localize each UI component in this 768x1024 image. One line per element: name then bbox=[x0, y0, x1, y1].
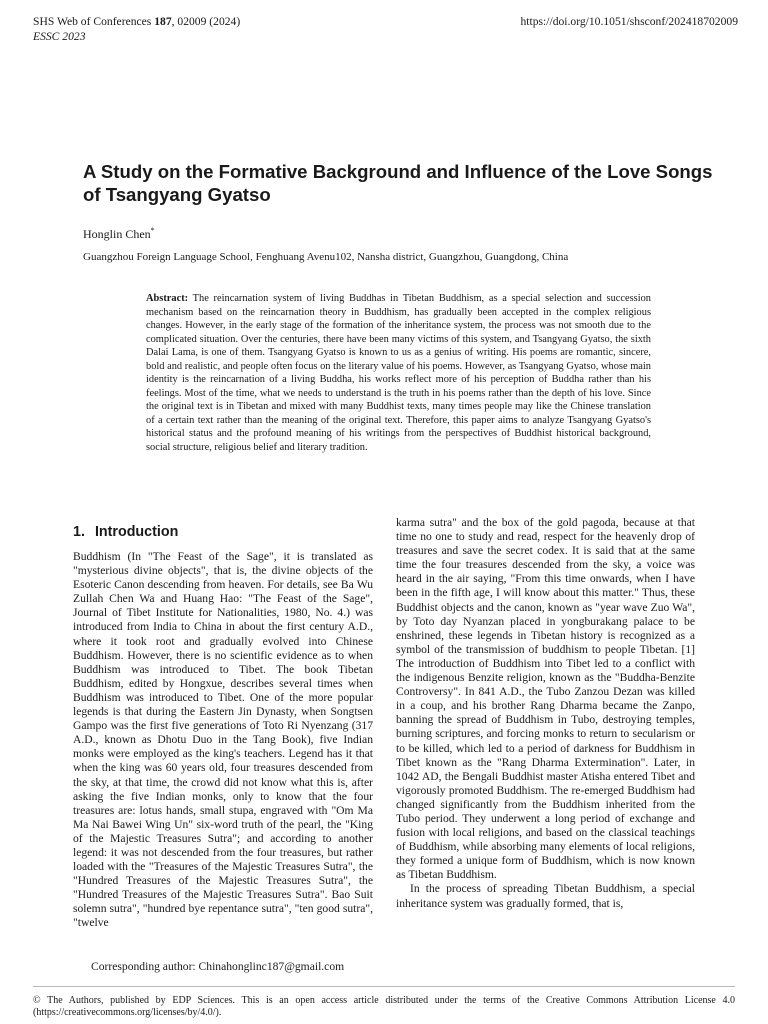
author-line bbox=[83, 226, 155, 242]
body-column-left bbox=[73, 550, 373, 931]
section-heading bbox=[73, 524, 178, 540]
author-name: Honglin Chen bbox=[83, 227, 151, 241]
paper-title: A Study on the Formative Background and Influence of the Love Songs of Tsangyang Gyatso bbox=[83, 161, 713, 205]
abstract-text: The reincarnation system of living Buddhas in Tibetan Buddhism, as a special selection and succession mechanism based on the reincarnation theory in Buddhism, has gradually been accepted in the complex religious changes. However, in the early stage of the formation of the inheritance system, the process was not smooth due to the complicated situation. Over the centuries, there have been many victims of this system, and Tsangyang Gyatso, the sixth Dalai Lama, is one of them. Tsangyang Gyatso is known to us as a genius of writing. His poems are romantic, sincere, bold and realistic, and people often focus on the literary value of his poems. However, as Tsangyang Gyatso, whose main identity is the reincarnation of a living Buddha, his works reflect more of his perception of Buddha rather than his feelings. Most of the time, what we needs to understand is the truth in his poems rather than the depth of his love. Since the original text is in Tibetan and mixed with many Buddhist texts, many times people may like the Chinese translation of a certain text rather than the meaning of the original text. Therefore, this paper aims to analyze Tsangyang Gyatso's historical status and the profound meaning of his writings from the perspectives of Buddhist historical background, social structure, religious belief and literary tradition. bbox=[146, 293, 651, 453]
doi-link[interactable]: https://doi.org/10.1051/shsconf/202418702009 bbox=[520, 15, 738, 28]
corresponding-mark: * bbox=[150, 226, 155, 235]
section-number: 1. bbox=[73, 524, 85, 540]
body-paragraph: Buddhism (In "The Feast of the Sage", it is translated as "mysterious divine objects", that is, the divine objects of the Esoteric Canon descending from heaven. For details, see Ba Wu Zullah Chen Wa and Huang Hao: "The Feast of the Sage", Journal of Tibet Institute for Nationalities, 1980, No. 4.) was introduced from India to China in about the first century A.D., where it took root and gradually evolved into Chinese Buddhism. However, there is no scientific evidence as to when Buddhism was introduced to Tibet. The book Tibetan Buddhism, edited by Hongxue, describes several times when Buddhism was introduced to Tibet. One of the more popular legends is that during the Eastern Jin Dynasty, when Songtsen Gampo was the first five generations of Toto Ri Nyenzang (317 A.D., known as Dhotu Duo in the Tang Book), five Indian monks were employed as the king's teachers. Legend has it that when the king was 60 years old, four treasures descended from the sky, at that time, the crowd did not know what this is, after asking the five Indian monks, only to know that the four treasures are: lotus hands, small stupa, engraved with "Om Ma Ma Nai Bawei Wing Un" six-word truth of the pearl, the "King of the Majestic Treasures Sutra"; and according to another legend: it was not descended from the four treasures, but rather loaded with the "Treasures of the Majestic Treasures Sutra", the "Hundred Treasures of the Majestic Treasures Sutra", the "Hundred Treasures of the Majestic Treasures Sutra". Bao Suit solemn sutra", "hundred bye repentance sutra", "ten good sutra", "twelve bbox=[73, 550, 373, 930]
section-title: Introduction bbox=[94, 524, 179, 540]
license-footer: © The Authors, published by EDP Sciences. This is an open access article distributed under the terms of the Creative Commons Attribution License 4.0 (https://creativecommons.org/licenses/by/4.0/). bbox=[33, 995, 735, 1018]
body-paragraph: In the process of spreading Tibetan Buddhism, a special inheritance system was gradually formed, that is, bbox=[396, 882, 695, 910]
author-affiliation: Guangzhou Foreign Language School, Fenghuang Avenu102, Nansha district, Guangzhou, Guangdong, China bbox=[83, 251, 569, 263]
body-paragraph: karma sutra" and the box of the gold pagoda, because at that time no one to study and read, respect for the heavenly drop of treasures and save the secret codex. It is said that at the same time the four treasures descended from the sky, a voice was heard in the air saying, "From this time onwards, when I have been in the fifth age, I will know about this matter." Thus, these Buddhist objects and the canon, known as "year wave Zuo Wa", by Toto day Nyanzan placed in yongburakang palace to be enshrined, these legends in Tibetan history is recognized as a symbol of the transmission of buddhism to people Tibetan. [1] The introduction of Buddhism into Tibet led to a conflict with the indigenous Benzite religion, known as the "Buddha-Benzite Controversy". In 841 A.D., the Tubo Zanzou Dezan was killed in a coup, and his brother Rang Dharma became the Zanpo, banning the spread of Buddhism in Tubo, destroying temples, burning scriptures, and forcing monks to return to secularism or to be killed, which led to a period of darkness for Buddhism in Tibet known as the "Rang Dharma Extermination". Later, in 1042 AD, the Bengali Buddhist master Atisha entered Tibet and vigorously promoted Buddhism. The re-emerged Buddhism had changed significantly from the Buddhism inherited from the Tubo period. They underwent a long period of exchange and fusion with local religions, and based on the classical teachings of Buddhism, while absorbing many elements of local religions, they formed a unique form of Buddhism, which is now known as Tibetan Buddhism. bbox=[396, 516, 695, 882]
running-header bbox=[33, 14, 240, 44]
corresponding-author-note: Corresponding author: Chinahonglinc187@gmail.com bbox=[91, 960, 345, 973]
conference-short-name: ESSC 2023 bbox=[33, 30, 86, 43]
footer-divider bbox=[33, 986, 735, 987]
abstract bbox=[146, 292, 651, 454]
abstract-label: Abstract: bbox=[146, 293, 189, 304]
conference-citation: SHS Web of Conferences 187, 02009 (2024) bbox=[33, 15, 241, 28]
body-column-right bbox=[396, 516, 695, 911]
volume-number: 187 bbox=[154, 15, 172, 28]
